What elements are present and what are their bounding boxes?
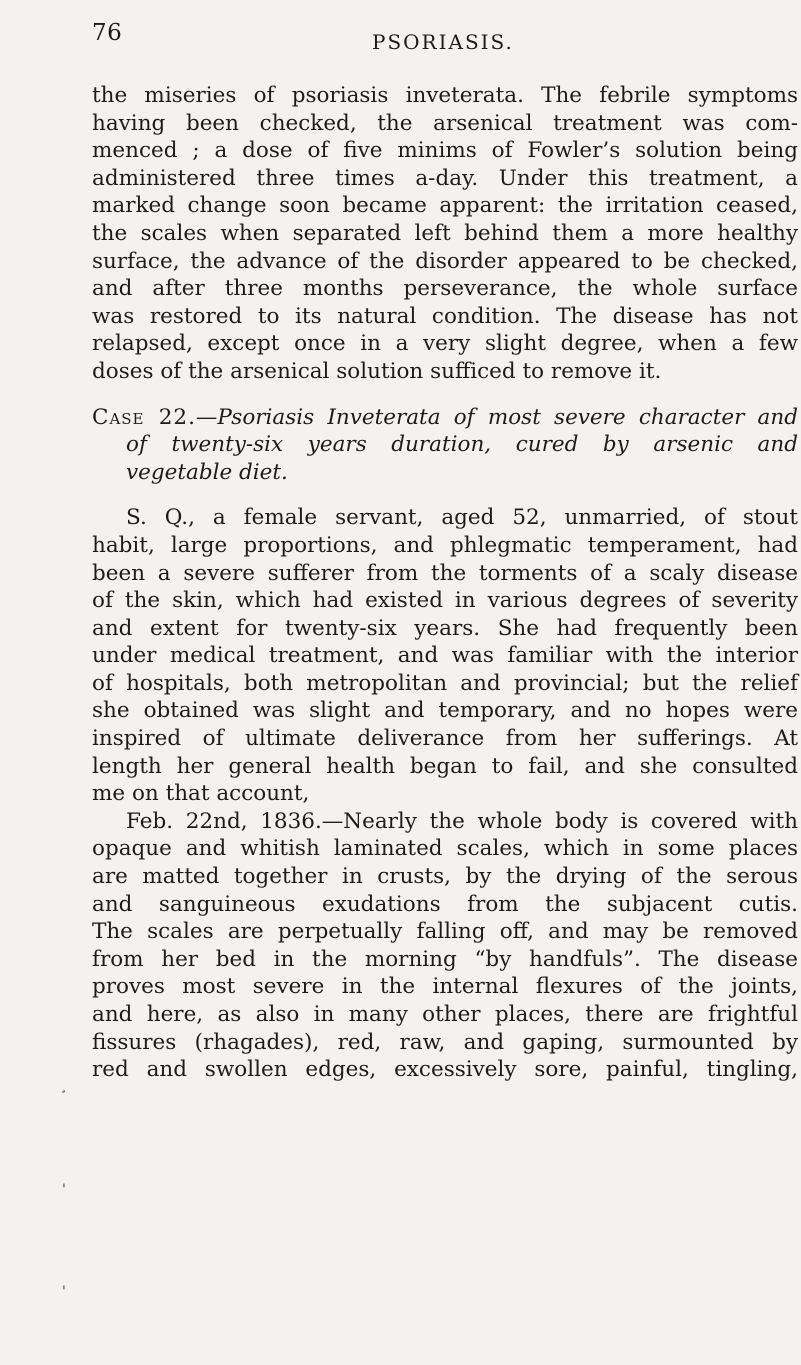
text-line: under medical treatment, and was familiar with the interior <box>92 643 798 669</box>
text-line: S. Q., a female servant, aged 52, unmarried, of stout <box>126 505 798 531</box>
text-line: marked change soon became apparent: the irritation ceased, <box>92 193 798 219</box>
text-line: and after three months perseverance, the whole surface <box>92 276 798 302</box>
text-line: The scales are perpetually falling off, and may be removed <box>92 919 798 945</box>
text-line: red and swollen edges, excessively sore, painful, tingling, <box>92 1057 798 1083</box>
case-title: Psoriasis Inveterata of most severe character and <box>217 404 798 430</box>
paragraph-3 <box>92 808 798 1084</box>
case-heading-line-2: of twenty-six years duration, cured by arsenic and <box>126 432 798 458</box>
text-line: fissures (rhagades), red, raw, and gaping, surmounted by <box>92 1029 798 1055</box>
text-line: and here, as also in many other places, there are frightful <box>92 1002 798 1027</box>
case-heading <box>92 404 798 487</box>
case-dash: — <box>195 404 218 430</box>
text-line: administered three times a-day. Under this treatment, a <box>92 165 798 191</box>
text-line: and extent for twenty-six years. She had frequently been <box>92 615 798 641</box>
margin-speck: ' <box>62 1284 66 1300</box>
text-line: inspired of ultimate deliverance from her sufferings. At <box>92 726 798 752</box>
text-line: of the skin, which had existed in various degrees of severity <box>92 588 798 614</box>
case-label: Case 22. <box>92 404 196 430</box>
page-number: 76 <box>92 20 123 46</box>
body-text <box>92 82 798 1084</box>
paragraph-1 <box>92 82 798 386</box>
text-line: she obtained was slight and temporary, and no hopes were <box>92 698 798 724</box>
margin-speck: ' <box>62 1182 66 1198</box>
text-line: menced ; a dose of five minims of Fowler’s solution being <box>92 138 798 164</box>
case-heading-line-1 <box>92 404 798 432</box>
text-line: of hospitals, both metropolitan and provincial; but the relief <box>92 670 798 696</box>
text-line: Feb. 22nd, 1836.—Nearly the whole body is covered with <box>126 808 798 834</box>
text-line: and sanguineous exudations from the subjacent cutis. <box>92 891 798 917</box>
paragraph-2 <box>92 504 798 808</box>
text-line: from her bed in the morning “by handfuls”. The disease <box>92 946 798 972</box>
text-line: surface, the advance of the disorder appeared to be checked, <box>92 248 798 274</box>
text-line: relapsed, except once in a very slight degree, when a few <box>92 331 798 357</box>
spacer <box>92 386 798 404</box>
margin-speck: ¸ <box>60 1078 67 1094</box>
running-head: PSORIASIS. <box>372 30 514 54</box>
text-line: having been checked, the arsenical treatment was com- <box>92 110 798 136</box>
text-line: proves most severe in the internal flexures of the joints, <box>92 974 798 1000</box>
text-line: was restored to its natural condition. The disease has not <box>92 303 798 329</box>
case-heading-line-3: vegetable diet. <box>126 459 288 485</box>
text-line: me on that account, <box>92 781 310 807</box>
spacer <box>92 486 798 504</box>
text-line: the miseries of psoriasis inveterata. The febrile symptoms <box>92 83 798 108</box>
text-line: been a severe sufferer from the torments of a scaly disease <box>92 560 798 586</box>
text-line: length her general health began to fail, and she consulted <box>92 753 798 779</box>
text-line: doses of the arsenical solution sufficed to remove it. <box>92 358 662 384</box>
text-line: opaque and whitish laminated scales, which in some places <box>92 836 798 862</box>
text-line: are matted together in crusts, by the drying of the serous <box>92 864 798 890</box>
text-line: habit, large proportions, and phlegmatic temperament, had <box>92 532 798 558</box>
text-line: the scales when separated left behind them a more healthy <box>92 220 798 246</box>
